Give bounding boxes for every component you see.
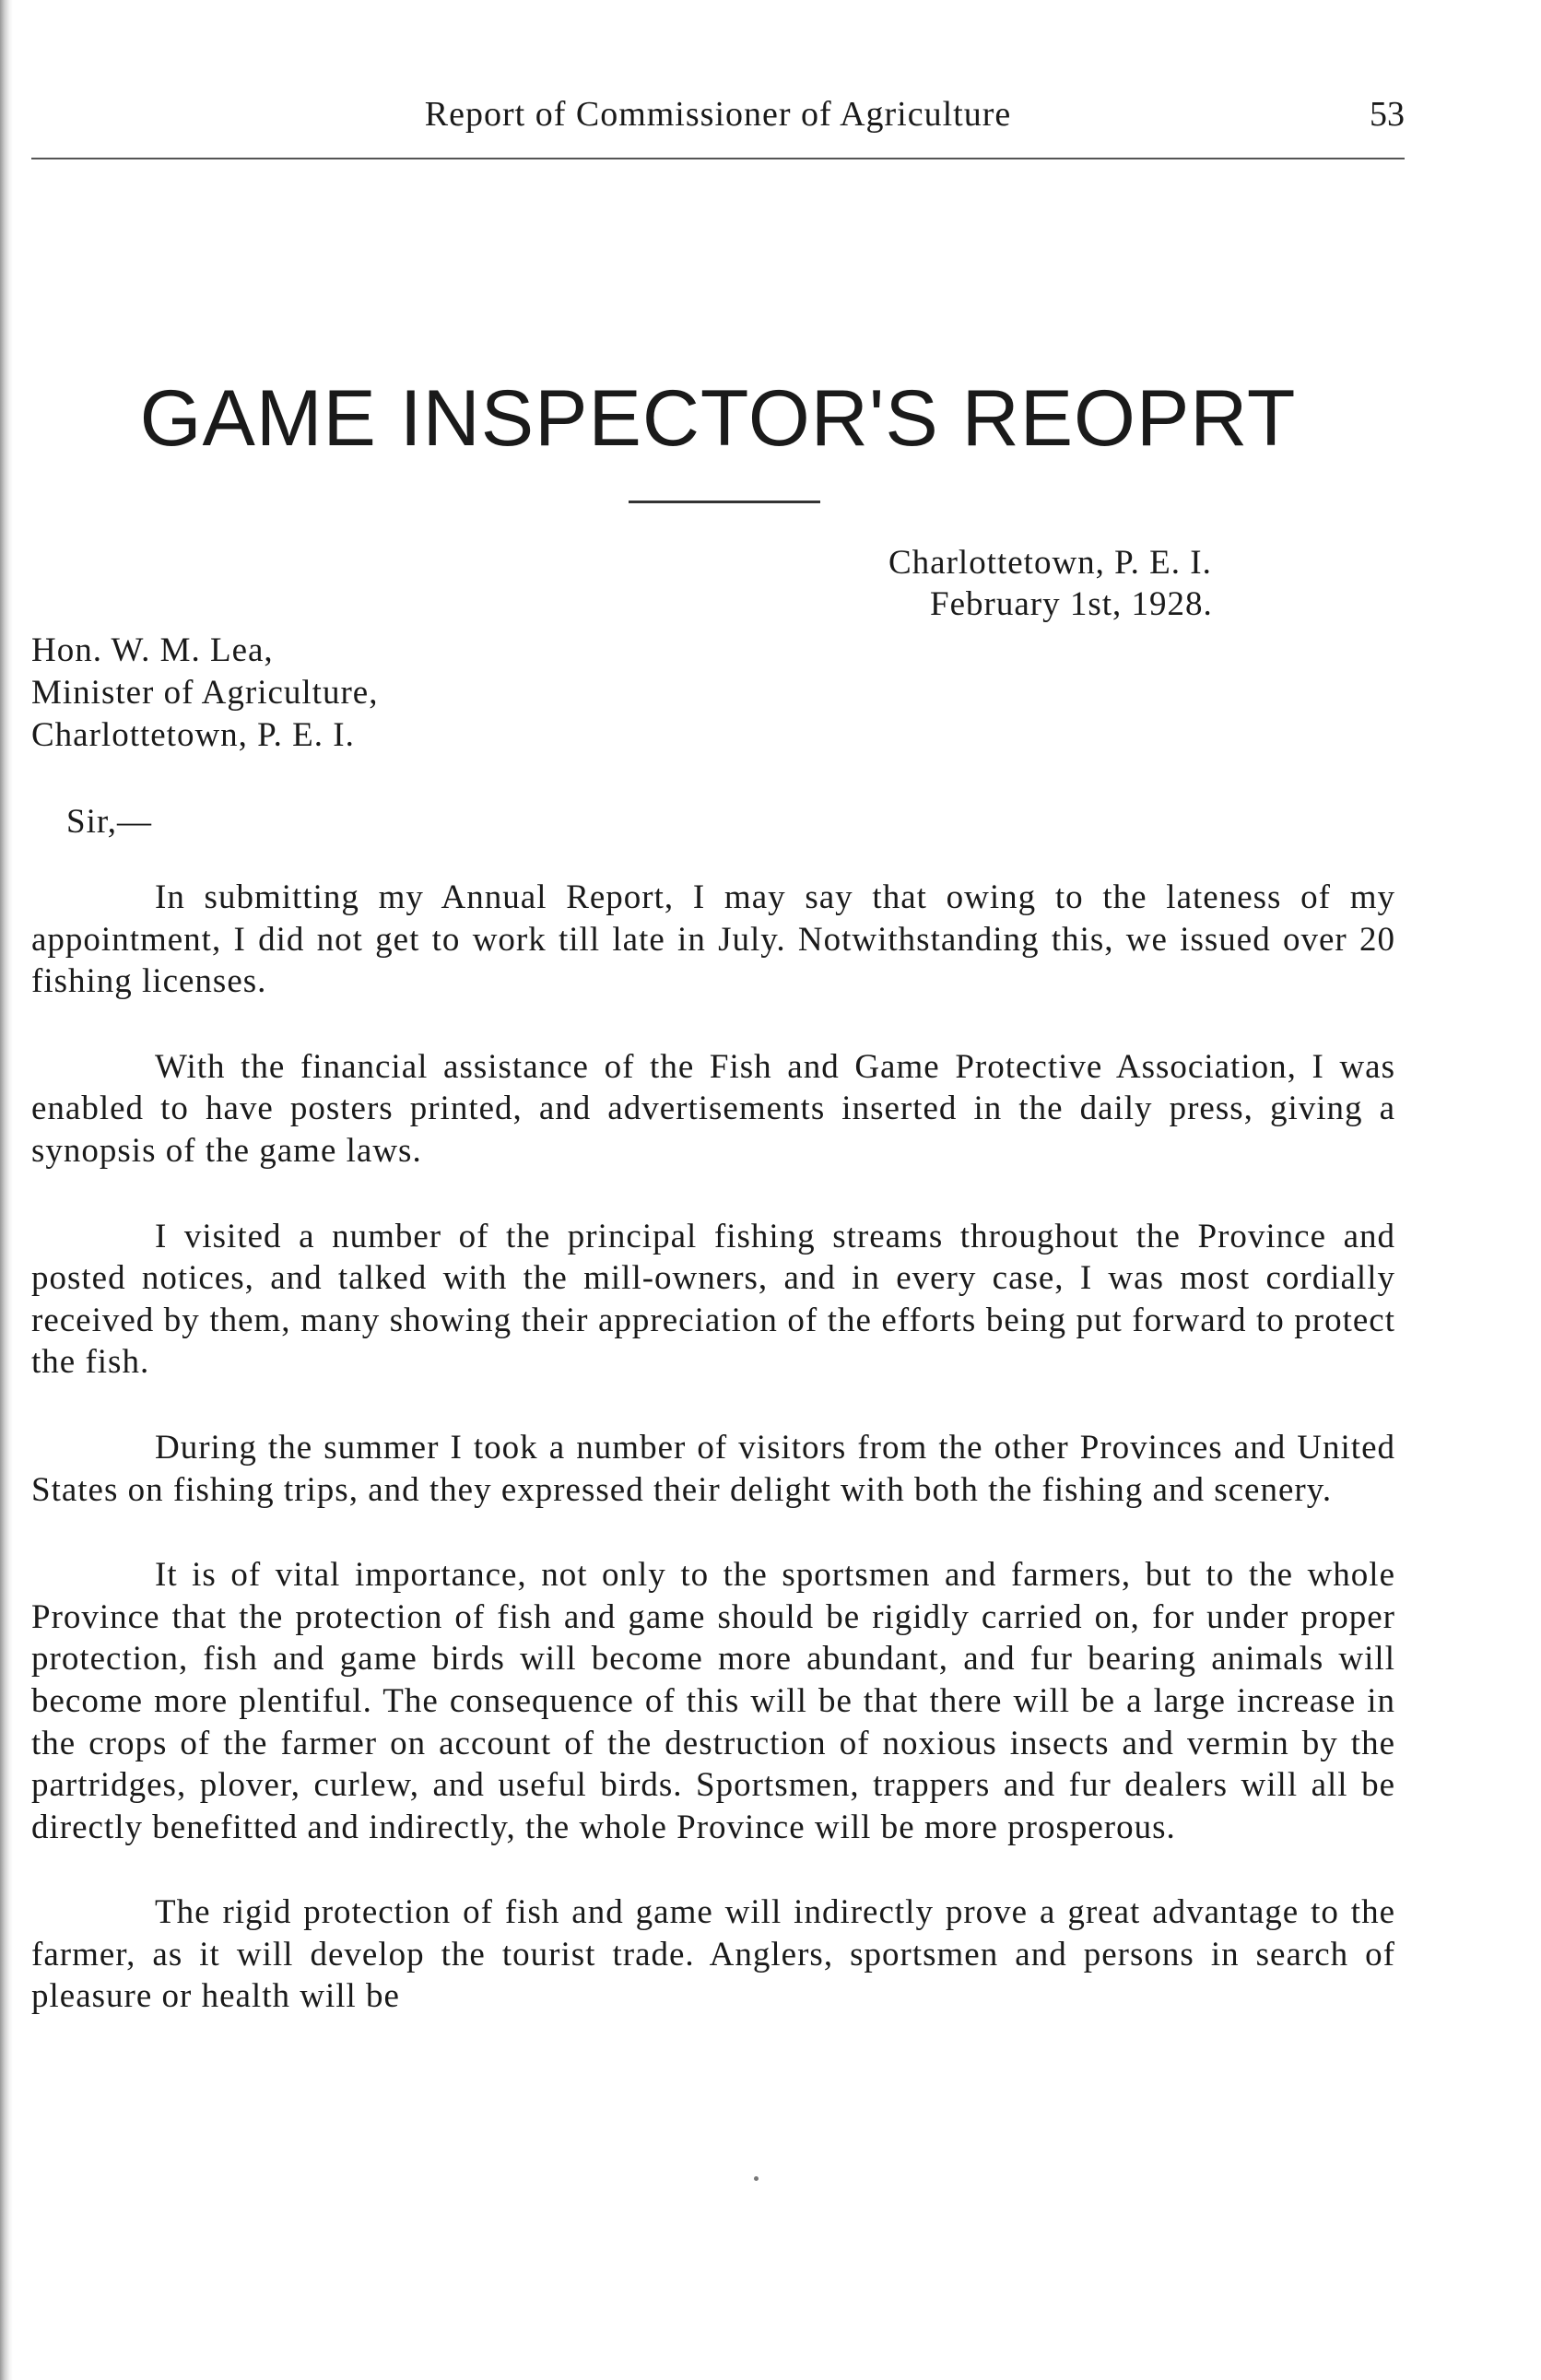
salutation: Sir,—	[66, 803, 152, 841]
dateline-place: Charlottetown, P. E. I.	[888, 544, 1212, 582]
paragraph: I visited a number of the principal fishing streams throughout the Province and posted notices, and talked with the mill-owners, and in every case, I was most cordially received by them, many showing their appreciation of the efforts being put forward to protect the fish.	[31, 1217, 1395, 1382]
dateline	[888, 542, 1213, 625]
address-line: Hon. W. M. Lea,	[31, 631, 274, 669]
running-title: Report of Commissioner of Agriculture	[424, 95, 1012, 134]
address-line: Minister of Agriculture,	[31, 674, 379, 712]
dateline-date: February 1st, 1928.	[930, 585, 1213, 623]
report-title: GAME INSPECTOR'S REOPRT	[139, 374, 1297, 463]
paragraph: It is of vital importance, not only to the sportsmen and farmers, but to the whole Province that the protection of fish and game should be rigidly carried on, for under proper protection, fish and game birds will become more abundant, and fur bearing animals will become more plentiful. The consequence of this will be that there will be a large increase in the crops of the farmer on account of the destruction of noxious insects and vermin by the partridges, plover, curlew, and useful birds. Sportsmen, trappers and fur dealers will all be directly benefitted and indirectly, the whole Province will be more prosperous.	[31, 1556, 1395, 1846]
paragraph: During the summer I took a number of visitors from the other Provinces and United States on fishing trips, and they expressed their delight with both the fishing and scenery.	[31, 1428, 1395, 1509]
paragraph: In submitting my Annual Report, I may say that owing to the lateness of my appointment, I did not get to work till late in July. Notwithstanding this, we issued over 20 fishing licenses.	[31, 878, 1395, 1001]
address-line: Charlottetown, P. E. I.	[31, 716, 355, 754]
page-edge-shadow	[0, 0, 13, 2380]
paragraph: With the financial assistance of the Fish and Game Protective Association, I was enabled to have posters printed, and advertisements inserted in the daily press, giving a synopsis of the game laws.	[31, 1047, 1395, 1170]
recipient-address	[31, 630, 378, 757]
report-body	[31, 877, 1395, 2061]
title-rule	[629, 501, 820, 503]
header-rule	[31, 158, 1405, 159]
page-header	[31, 94, 1405, 160]
print-speck	[754, 2176, 759, 2181]
page-number: 53	[1370, 95, 1405, 134]
paragraph: The rigid protection of fish and game will indirectly prove a great advantage to the farmer, as it will develop the tourist trade. Anglers, sportsmen and persons in search of pleasure or health will be	[31, 1893, 1395, 2016]
